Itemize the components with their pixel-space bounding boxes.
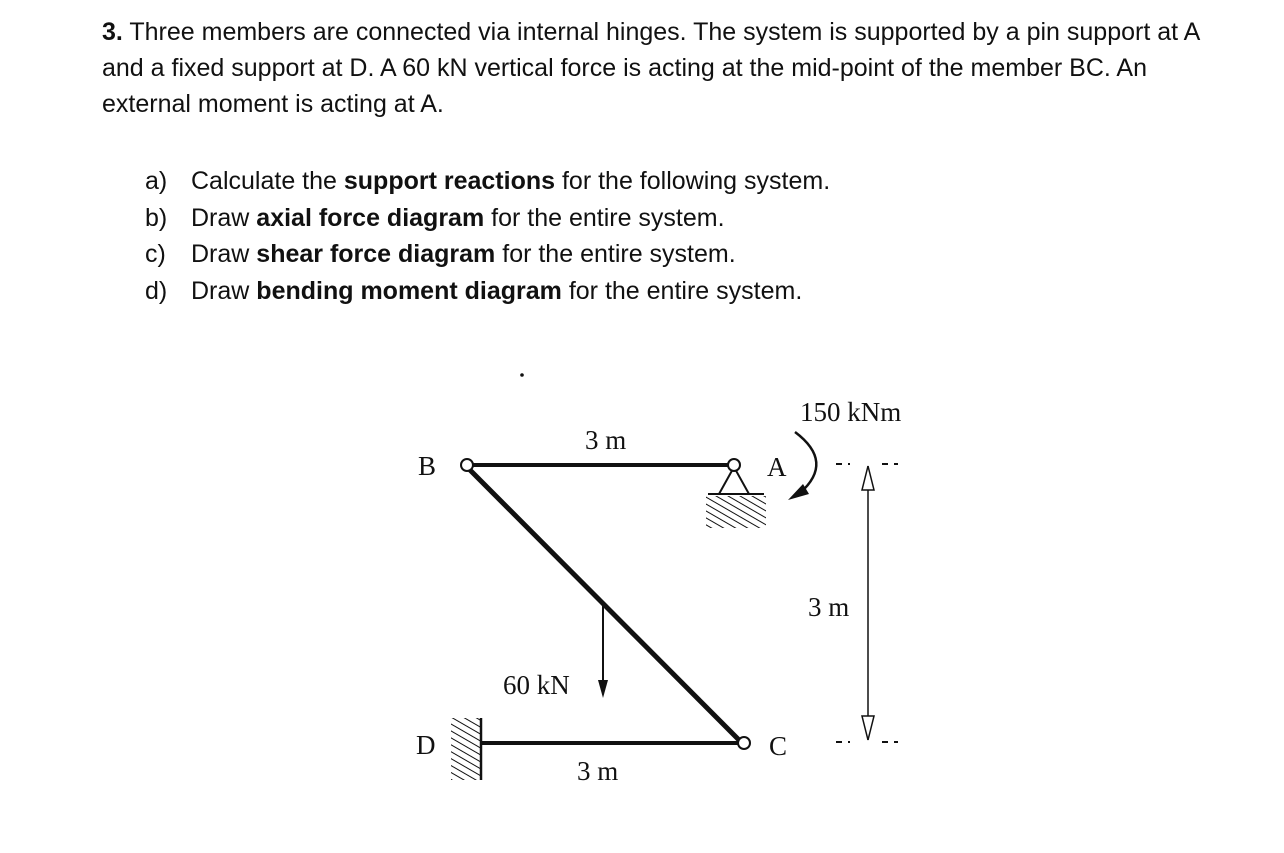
task-text: for the entire system. [484, 203, 725, 232]
task-emphasis: axial force diagram [256, 203, 485, 232]
problem-text: Three members are connected via internal hinges. The system is supported by a pin support at A and a fixed support at D. A 60 kN vertical force is acting at the mid-point of the member BC. An external moment is acting at A. [102, 18, 1199, 118]
task-text: Draw [191, 276, 257, 305]
task-text: for the following system. [555, 167, 831, 195]
fixed-support-d [451, 718, 481, 780]
task-text: for the entire system. [561, 276, 803, 305]
task-emphasis: support reactions [343, 167, 556, 195]
pin-support-a [706, 459, 766, 528]
moment-label: 150 kNm [800, 397, 902, 427]
task-letter: d) [145, 276, 168, 305]
task-emphasis: bending moment diagram [256, 276, 562, 305]
force-label: 60 kN [503, 670, 570, 700]
node-d-label: D [416, 730, 436, 760]
stray-dot [520, 373, 524, 377]
task-text: for the entire system. [495, 240, 736, 268]
node-c-label: C [769, 731, 788, 761]
moment-arc [788, 432, 816, 500]
problem-number: 3. [102, 18, 123, 46]
task-letter: c) [145, 240, 166, 268]
node-b-label: B [418, 451, 437, 481]
task-letter: a) [145, 167, 168, 195]
task-letter: b) [145, 203, 168, 232]
top-length-label: 3 m [585, 425, 627, 455]
bottom-length-label: 3 m [577, 756, 619, 786]
hinge-c [738, 737, 750, 749]
task-emphasis: shear force diagram [256, 240, 496, 268]
force-arrow [598, 603, 608, 698]
task-text: Draw [191, 240, 257, 268]
task-text: Calculate the [191, 167, 344, 195]
node-a-label: A [767, 452, 787, 482]
task-text: Draw [191, 203, 257, 232]
height-label: 3 m [808, 592, 850, 622]
hinge-b [461, 459, 473, 471]
